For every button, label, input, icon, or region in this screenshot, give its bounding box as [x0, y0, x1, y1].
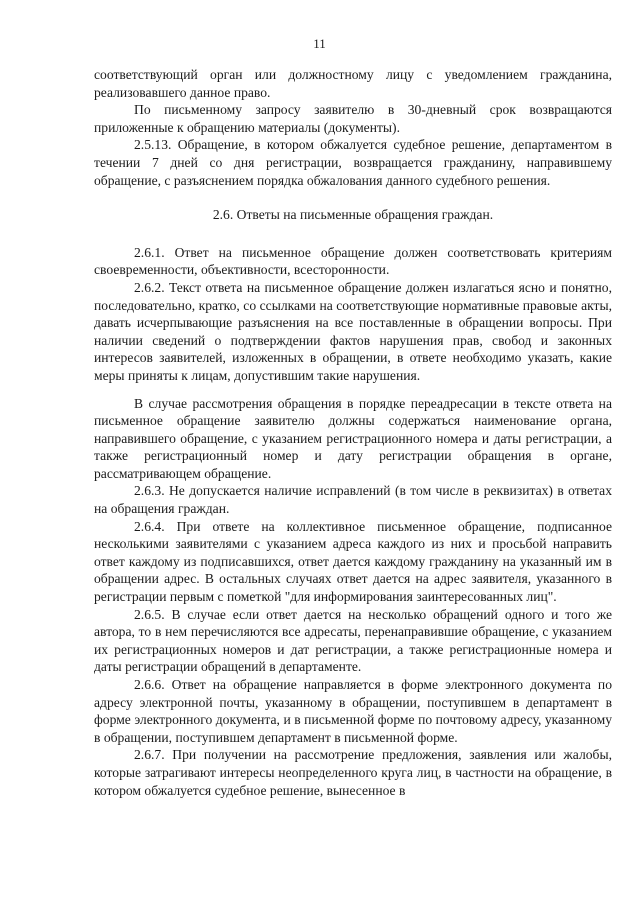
page-number: 11 — [313, 36, 326, 51]
paragraph: 2.6.4. При ответе на коллективное письменное обращение, подписанное несколькими заявителями с указанием адреса каждого из них и просьбой направить ответ каждому из подписавшихся, ответ дается каждому гражданину на указанный им в обращении адрес. В остальных случаях ответ дается на адрес заявителя, указанного в регистрации первым с пометкой "для информирования заинтересованных лиц". — [94, 518, 612, 605]
paragraph: 2.6.2. Текст ответа на письменное обращение должен излагаться ясно и понятно, последовательно, кратко, со ссылками на соответствующие нормативные правовые акты, давать исчерпывающие разъяснения на все поставленные в обращении вопросы. При наличии сведений о подтверждении фактов нарушения прав, свобод и законных интересов заявителей, изложенных в обращении, в ответе необходимо указать, какие меры приняты к лицам, допустившим такие нарушения. — [94, 279, 612, 383]
paragraph: По письменному запросу заявителю в 30-дневный срок возвращаются приложенные к обращению материалы (документы). — [94, 102, 612, 135]
paragraph: 2.6.3. Не допускается наличие исправлений (в том числе в реквизитах) в ответах на обращения граждан. — [94, 483, 612, 517]
document-body — [94, 66, 612, 799]
paragraph: 2.6.1. Ответ на письменное обращение должен соответствовать критериям своевременности, объективности, всесторонности. — [94, 244, 612, 278]
paragraph: 2.6.7. При получении на рассмотрение предложения, заявления или жалобы, которые затрагивают интересы неопределенного круга лиц, в частности на обращение, в котором обжалуется судебное решение, вынесенное в — [94, 747, 612, 798]
paragraph: В случае рассмотрения обращения в порядке переадресации в тексте ответа на письменное обращение заявителю должны содержаться наименование органа, направившего обращение, с указанием регистрационного номера и даты регистрации, а также регистрационный номер и дату регистрации обращения в органе, рассматривающем обращение. — [94, 395, 612, 481]
paragraph: соответствующий орган или должностному лицу с уведомлением гражданина, реализовавшего данное право. — [94, 67, 612, 100]
section-heading: 2.6. Ответы на письменные обращения граждан. — [212, 207, 494, 223]
paragraph: 2.6.5. В случае если ответ дается на несколько обращений одного и того же автора, то в нем перечисляются все адресаты, перенаправившие обращение, с указанием их регистрационных номеров и дат регистрации, а также регистрационные номера и даты регистрации обращений в департаменте. — [94, 606, 612, 675]
paragraph: 2.5.13. Обращение, в котором обжалуется судебное решение, департаментом в течении 7 дней со дня регистрации, возвращается гражданину, направившему обращение, с разъяснением порядка обжалования данного судебного решения. — [94, 137, 612, 188]
paragraph: 2.6.6. Ответ на обращение направляется в форме электронного документа по адресу электронной почты, указанному в обращении, поступившем в департамент в форме электронного документа, и в письменной форме по почтовому адресу, указанному в обращении, поступившем департамент в письменной форме. — [94, 677, 612, 745]
